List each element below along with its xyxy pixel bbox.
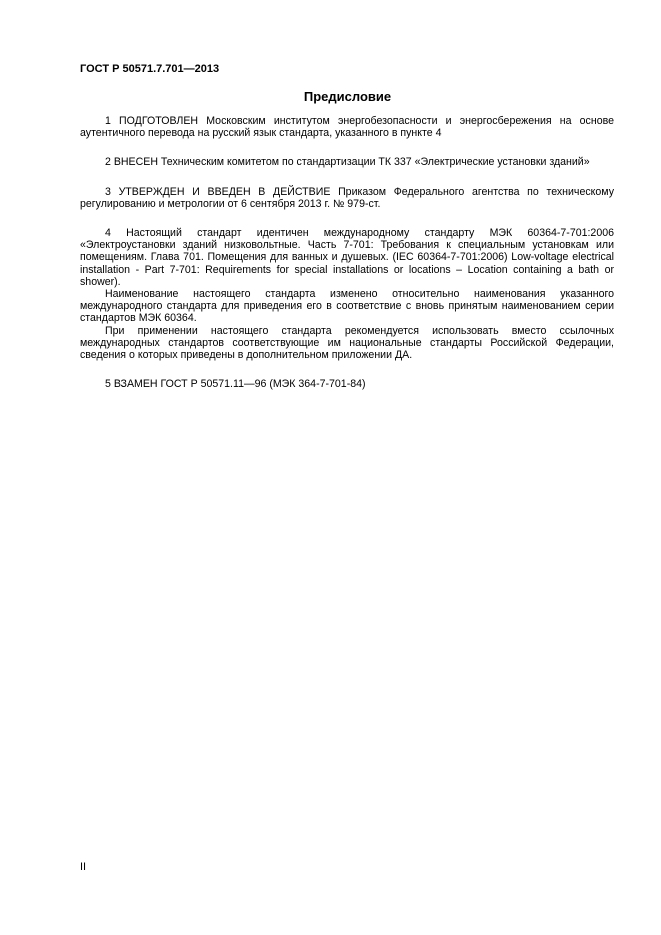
paragraph-name-changed: Наименование настоящего стандарта изменено относительно наименования указанного международного стандарта для приведения его в соответствие с вновь принятым наименованием серии стандартов МЭК 60364. xyxy=(80,288,614,325)
page-title xyxy=(0,89,661,104)
paragraph-replaces: 5 ВЗАМЕН ГОСТ Р 50571.11—96 (МЭК 364-7-701-84) xyxy=(105,378,366,391)
paragraph-identical-standard: 4 Настоящий стандарт идентичен международному стандарту МЭК 60364-7-701:2006 «Электроустановки зданий низковольтные. Часть 7-701: Требования к специальным установкам или помещениям. Глава 701. Помещения для ванных и душевых. (IEC 60364-7-701:2006) Low-voltage electrical installation - Part 7-701: Requirements for special installations or locations – Location containing a bath or shower). xyxy=(80,227,614,288)
paragraph-references: При применении настоящего стандарта рекомендуется использовать вместо ссылочных международных стандартов соответствующие им национальные стандарты Российской Федерации, сведения о которых приведены в дополнительном приложении ДА. xyxy=(80,324,614,362)
preface-body xyxy=(80,115,614,390)
document-code-header: ГОСТ Р 50571.7.701—2013 xyxy=(80,63,220,75)
page-title-text: Предисловие xyxy=(303,89,392,104)
paragraph-introduced: 2 ВНЕСЕН Техническим комитетом по стандартизации ТК 337 «Электрические установки зданий» xyxy=(105,156,590,169)
paragraph-prepared: 1 ПОДГОТОВЛЕН Московским институтом энергобезопасности и энергосбережения на основе аутентичного перевода на русский язык стандарта, указанного в пункте 4 xyxy=(80,115,614,140)
paragraph-approved: 3 УТВЕРЖДЕН И ВВЕДЕН В ДЕЙСТВИЕ Приказом Федерального агентства по техническому регулированию и метрологии от 6 сентября 2013 г. № 979-ст. xyxy=(80,185,614,210)
page-number: II xyxy=(80,861,87,873)
